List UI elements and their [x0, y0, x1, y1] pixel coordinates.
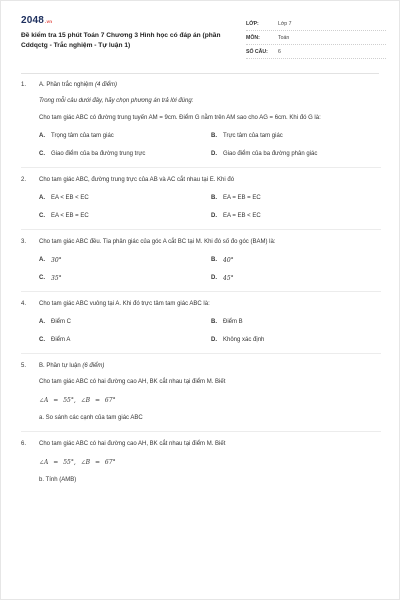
question-number: 1. [21, 82, 27, 88]
meta-row-subject [246, 31, 386, 45]
options [21, 132, 381, 159]
question-divider [21, 291, 381, 292]
question-number: 5. [21, 363, 27, 369]
question-divider [21, 353, 381, 354]
option-b[interactable]: B. EA = EB = EC [211, 195, 261, 201]
question-3 [21, 238, 381, 283]
question-5 [21, 362, 381, 423]
meta-value: Lớp 7 [278, 20, 292, 27]
question-number: 6. [21, 441, 27, 447]
options [21, 194, 381, 221]
angle-formula: ∠A = 55°, ∠B = 67° [39, 459, 116, 466]
meta-value: Toán [278, 34, 290, 41]
question-text: Cho tam giác ABC vuông tại A. Khi đó trực tâm tam giác ABC là: [39, 301, 210, 307]
option-c[interactable]: C. EA < EB = EC [39, 213, 89, 219]
angle-formula: ∠A = 55°, ∠B = 67° [39, 397, 116, 404]
question-number: 3. [21, 239, 27, 245]
question-text: B. Phần tự luận [39, 363, 81, 369]
option-c[interactable]: C. 35° [39, 275, 62, 282]
question-text: Cho tam giác ABC, đường trung trực của AB và AC cắt nhau tại E. Khi đó [39, 177, 235, 183]
meta-box [246, 17, 386, 59]
option-a[interactable]: A. EA < EB < EC [39, 195, 89, 201]
page-title: Đề kiểm tra 15 phút Toán 7 Chương 3 Hình học có đáp án (phần Cddqctg - Trắc nghiệm - Tự luận 1) [21, 32, 221, 49]
meta-value: 6 [278, 48, 281, 55]
question-number: 4. [21, 301, 27, 307]
points-label: (6 điểm) [82, 363, 105, 369]
options [21, 318, 381, 345]
site-logo[interactable]: 2048.vn [21, 15, 53, 26]
meta-row-class [246, 17, 386, 31]
meta-row-question-count [246, 45, 386, 59]
question-4 [21, 300, 381, 345]
meta-label: LỚP: [246, 20, 259, 27]
question-6 [21, 440, 381, 485]
question-divider [21, 229, 381, 230]
option-c[interactable]: C. Giao điểm của ba đường trung trực [39, 151, 146, 157]
question-stem: Cho tam giác ABC có đường trung tuyến AM = 9cm. Điểm G nằm trên AM sao cho AG = 6cm. Khi đó G là: [39, 115, 321, 121]
question-divider [21, 431, 381, 432]
option-c[interactable]: C. Điểm A [39, 337, 71, 343]
points-label: (4 điểm) [95, 82, 118, 88]
meta-label: SỐ CÂU: [246, 48, 268, 55]
question-stem: Cho tam giác ABC có hai đường cao AH, BK cắt nhau tại điểm M. Biết [39, 379, 226, 385]
option-b[interactable]: B. 40° [211, 257, 234, 264]
option-d[interactable]: D. Không xác định [211, 337, 265, 343]
question-text: A. Phần trắc nghiệm [39, 82, 94, 88]
option-b[interactable]: B. Trực tâm của tam giác [211, 133, 283, 139]
option-a[interactable]: A. Trọng tâm của tam giác [39, 133, 114, 139]
header-divider [21, 73, 379, 74]
option-d[interactable]: D. 45° [211, 275, 234, 282]
sub-question: a. So sánh các cạnh của tam giác ABC [39, 415, 143, 421]
option-d[interactable]: D. Giao điểm của ba đường phân giác [211, 151, 318, 157]
question-2 [21, 176, 381, 221]
instruction-text: Trong mỗi câu dưới đây, hãy chọn phương án trả lời đúng: [39, 98, 194, 104]
question-text: Cho tam giác ABC có hai đường cao AH, BK cắt nhau tại điểm M. Biết [39, 441, 226, 447]
option-d[interactable]: D. EA = EB < EC [211, 213, 261, 219]
question-list [21, 81, 381, 485]
option-a[interactable]: A. Điểm C [39, 319, 72, 325]
option-b[interactable]: B. Điểm B [211, 319, 243, 325]
question-1 [21, 81, 381, 159]
option-a[interactable]: A. 30° [39, 257, 62, 264]
sub-question: b. Tính (AMB) [39, 477, 77, 483]
question-text: Cho tam giác ABC đều. Tia phân giác của góc A cắt BC tại M. Khi đó số đo góc (BAM) là: [39, 239, 276, 245]
question-divider [21, 167, 381, 168]
options [21, 256, 381, 283]
document-header [21, 15, 381, 75]
meta-label: MÔN: [246, 34, 260, 41]
question-number: 2. [21, 177, 27, 183]
